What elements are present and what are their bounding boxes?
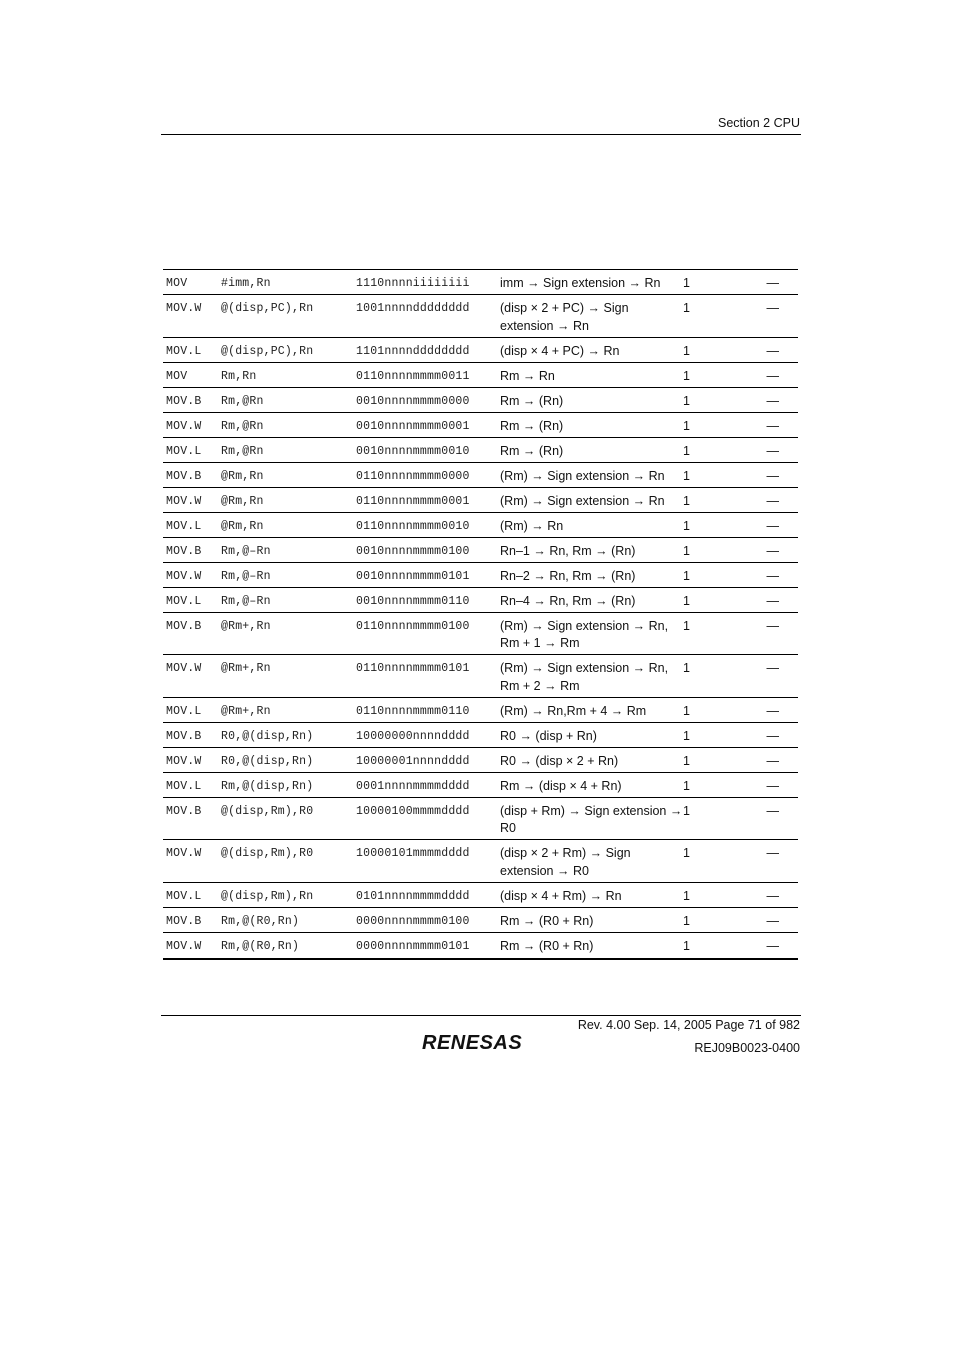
table-row bbox=[163, 438, 798, 463]
cycles-cell: 1 bbox=[683, 618, 690, 633]
operation-cell: Rn–1 → Rn, Rm → (Rn) bbox=[500, 543, 636, 558]
mnemonic-cell: MOV.B bbox=[166, 544, 202, 558]
table-row bbox=[163, 613, 798, 656]
operands-cell: Rm,@–Rn bbox=[221, 569, 271, 583]
code-cell: 0001nnnnmmmmdddd bbox=[356, 779, 470, 793]
table-row bbox=[163, 363, 798, 388]
operands-cell: @Rm+,Rn bbox=[221, 704, 271, 718]
operation-cell: Rm → (R0 + Rn) bbox=[500, 938, 594, 953]
mnemonic-cell: MOV.L bbox=[166, 779, 202, 793]
table-row bbox=[163, 488, 798, 513]
cycles-cell: 1 bbox=[683, 753, 690, 768]
code-cell: 1001nnnndddddddd bbox=[356, 302, 470, 315]
operation-cell: Rm → (Rn) bbox=[500, 393, 564, 408]
code-cell: 0110nnnnmmmm0010 bbox=[356, 519, 470, 533]
tbit-cell: — bbox=[766, 493, 779, 508]
renesas-logo bbox=[420, 1030, 544, 1054]
operands-cell: @Rm,Rn bbox=[221, 469, 264, 483]
operation-cell: (disp × 2 + Rm) → Sign extension → R0 bbox=[500, 846, 631, 878]
operands-cell: Rm,@(R0,Rn) bbox=[221, 914, 300, 928]
operands-cell: Rm,@Rn bbox=[221, 419, 264, 433]
code-cell: 0110nnnnmmmm0000 bbox=[356, 469, 470, 483]
code-cell: 10000101mmmmdddd bbox=[356, 847, 470, 860]
code-cell: 0010nnnnmmmm0000 bbox=[356, 394, 470, 408]
operation-cell: R0 → (disp + Rn) bbox=[500, 728, 597, 743]
operation-cell: (disp × 4 + Rm) → Rn bbox=[500, 888, 622, 903]
table-row bbox=[163, 773, 798, 798]
cycles-cell: 1 bbox=[683, 913, 690, 928]
operation-cell: Rn–2 → Rn, Rm → (Rn) bbox=[500, 568, 636, 583]
table-row bbox=[163, 588, 798, 613]
table-row bbox=[163, 908, 798, 933]
operands-cell: @Rm,Rn bbox=[221, 494, 264, 508]
table-row bbox=[163, 295, 798, 338]
tbit-cell: — bbox=[766, 913, 779, 928]
operation-cell: (disp × 4 + PC) → Rn bbox=[500, 343, 620, 358]
table-row bbox=[163, 513, 798, 538]
tbit-cell: — bbox=[766, 443, 779, 458]
code-cell: 1101nnnndddddddd bbox=[356, 344, 470, 358]
operands-cell: @(disp,Rm),Rn bbox=[221, 889, 314, 903]
operands-cell: Rm,@Rn bbox=[221, 394, 264, 408]
tbit-cell: — bbox=[766, 418, 779, 433]
operation-cell: (Rm) → Sign extension → Rn, Rm + 2 → Rm bbox=[500, 661, 669, 693]
operands-cell: Rm,@–Rn bbox=[221, 594, 271, 608]
mnemonic-cell: MOV.W bbox=[166, 754, 202, 768]
operation-cell: (Rm) → Sign extension → Rn bbox=[500, 493, 665, 508]
operands-cell: Rm,Rn bbox=[221, 369, 257, 383]
code-cell: 0010nnnnmmmm0010 bbox=[356, 444, 470, 458]
mnemonic-cell: MOV.L bbox=[166, 889, 202, 903]
cycles-cell: 1 bbox=[683, 343, 690, 358]
mnemonic-cell: MOV.B bbox=[166, 394, 202, 408]
table-row bbox=[163, 388, 798, 413]
mnemonic-cell: MOV.B bbox=[166, 804, 202, 818]
mnemonic-cell: MOV.L bbox=[166, 519, 202, 533]
mnemonic-cell: MOV.W bbox=[166, 494, 202, 508]
tbit-cell: — bbox=[766, 368, 779, 383]
mnemonic-cell: MOV.B bbox=[166, 469, 202, 483]
mnemonic-cell: MOV.L bbox=[166, 344, 202, 358]
operands-cell: Rm,@Rn bbox=[221, 444, 264, 458]
code-cell: 0101nnnnmmmmdddd bbox=[356, 889, 470, 903]
cycles-cell: 1 bbox=[683, 443, 690, 458]
tbit-cell: — bbox=[766, 703, 779, 718]
document-number: REJ09B0023-0400 bbox=[694, 1041, 800, 1055]
table-row bbox=[163, 413, 798, 438]
operands-cell: #imm,Rn bbox=[221, 277, 271, 290]
mnemonic-cell: MOV.L bbox=[166, 594, 202, 608]
operands-cell: @Rm,Rn bbox=[221, 519, 264, 533]
cycles-cell: 1 bbox=[683, 661, 690, 675]
operation-cell: Rn–4 → Rn, Rm → (Rn) bbox=[500, 593, 636, 608]
tbit-cell: — bbox=[766, 888, 779, 903]
operation-cell: (Rm) → Rn bbox=[500, 518, 564, 533]
operation-cell: Rm → (Rn) bbox=[500, 443, 564, 458]
tbit-cell: — bbox=[766, 593, 779, 608]
section-header: Section 2 CPU bbox=[718, 116, 800, 130]
mnemonic-cell: MOV.W bbox=[166, 302, 202, 315]
logo-text: RENESAS bbox=[422, 1032, 523, 1054]
mnemonic-cell: MOV.W bbox=[166, 419, 202, 433]
cycles-cell: 1 bbox=[683, 276, 690, 290]
cycles-cell: 1 bbox=[683, 703, 690, 718]
table-row bbox=[163, 698, 798, 723]
mnemonic-cell: MOV bbox=[166, 369, 188, 383]
mnemonic-cell: MOV.B bbox=[166, 619, 202, 633]
operands-cell: @(disp,PC),Rn bbox=[221, 344, 314, 358]
cycles-cell: 1 bbox=[683, 593, 690, 608]
tbit-cell: — bbox=[766, 753, 779, 768]
operation-cell: imm → Sign extension → Rn bbox=[500, 276, 661, 290]
mnemonic-cell: MOV bbox=[166, 277, 188, 290]
code-cell: 0110nnnnmmmm0001 bbox=[356, 494, 470, 508]
code-cell: 0000nnnnmmmm0101 bbox=[356, 939, 470, 953]
cycles-cell: 1 bbox=[683, 418, 690, 433]
operation-cell: Rm → (Rn) bbox=[500, 418, 564, 433]
code-cell: 0110nnnnmmmm0101 bbox=[356, 662, 470, 675]
operands-cell: @Rm+,Rn bbox=[221, 662, 271, 675]
cycles-cell: 1 bbox=[683, 803, 690, 818]
cycles-cell: 1 bbox=[683, 468, 690, 483]
operation-cell: (disp + Rm) → Sign extension → R0 bbox=[500, 803, 683, 835]
table-row bbox=[163, 655, 798, 698]
cycles-cell: 1 bbox=[683, 301, 690, 315]
operands-cell: @Rm+,Rn bbox=[221, 619, 271, 633]
operation-cell: Rm → (R0 + Rn) bbox=[500, 913, 594, 928]
mnemonic-cell: MOV.L bbox=[166, 704, 202, 718]
tbit-cell: — bbox=[766, 568, 779, 583]
operation-cell: Rm → Rn bbox=[500, 368, 555, 383]
tbit-cell: — bbox=[766, 778, 779, 793]
cycles-cell: 1 bbox=[683, 938, 690, 953]
header-divider bbox=[161, 134, 801, 135]
operation-cell: (Rm) → Sign extension → Rn, Rm + 1 → Rm bbox=[500, 618, 669, 650]
tbit-cell: — bbox=[766, 661, 779, 675]
tbit-cell: — bbox=[766, 543, 779, 558]
code-cell: 0110nnnnmmmm0110 bbox=[356, 704, 470, 718]
cycles-cell: 1 bbox=[683, 368, 690, 383]
operation-cell: (disp × 2 + PC) → Sign extension → Rn bbox=[500, 301, 629, 333]
cycles-cell: 1 bbox=[683, 518, 690, 533]
cycles-cell: 1 bbox=[683, 846, 690, 860]
code-cell: 0110nnnnmmmm0100 bbox=[356, 619, 470, 633]
operands-cell: Rm,@–Rn bbox=[221, 544, 271, 558]
mnemonic-cell: MOV.W bbox=[166, 662, 202, 675]
tbit-cell: — bbox=[766, 618, 779, 633]
tbit-cell: — bbox=[766, 276, 779, 290]
code-cell: 0010nnnnmmmm0100 bbox=[356, 544, 470, 558]
operation-cell: R0 → (disp × 2 + Rn) bbox=[500, 753, 619, 768]
cycles-cell: 1 bbox=[683, 888, 690, 903]
tbit-cell: — bbox=[766, 803, 779, 818]
instruction-table bbox=[163, 269, 798, 960]
operands-cell: Rm,@(disp,Rn) bbox=[221, 779, 314, 793]
tbit-cell: — bbox=[766, 846, 779, 860]
mnemonic-cell: MOV.B bbox=[166, 729, 202, 743]
footer-divider bbox=[161, 1015, 801, 1016]
code-cell: 0110nnnnmmmm0011 bbox=[356, 369, 470, 383]
tbit-cell: — bbox=[766, 343, 779, 358]
mnemonic-cell: MOV.B bbox=[166, 914, 202, 928]
table-row bbox=[163, 748, 798, 773]
operands-cell: @(disp,PC),Rn bbox=[221, 302, 314, 315]
code-cell: 0010nnnnmmmm0110 bbox=[356, 594, 470, 608]
operands-cell: @(disp,Rm),R0 bbox=[221, 847, 314, 860]
revision-info: Rev. 4.00 Sep. 14, 2005 Page 71 of 982 bbox=[577, 1018, 800, 1032]
operation-cell: (Rm) → Sign extension → Rn bbox=[500, 468, 665, 483]
table-row bbox=[163, 563, 798, 588]
table-row bbox=[163, 338, 798, 363]
tbit-cell: — bbox=[766, 728, 779, 743]
code-cell: 1110nnnniiiiiiii bbox=[356, 277, 470, 290]
mnemonic-cell: MOV.W bbox=[166, 569, 202, 583]
code-cell: 10000100mmmmdddd bbox=[356, 804, 470, 818]
operation-cell: (Rm) → Rn,Rm + 4 → Rm bbox=[500, 703, 647, 718]
tbit-cell: — bbox=[766, 468, 779, 483]
cycles-cell: 1 bbox=[683, 568, 690, 583]
mnemonic-cell: MOV.W bbox=[166, 939, 202, 953]
cycles-cell: 1 bbox=[683, 393, 690, 408]
table-row bbox=[163, 463, 798, 488]
table-row bbox=[163, 883, 798, 908]
code-cell: 0010nnnnmmmm0101 bbox=[356, 569, 470, 583]
operation-cell: Rm → (disp × 4 + Rn) bbox=[500, 778, 622, 793]
operands-cell: @(disp,Rm),R0 bbox=[221, 804, 314, 818]
operands-cell: Rm,@(R0,Rn) bbox=[221, 939, 300, 953]
code-cell: 10000001nnnndddd bbox=[356, 754, 470, 768]
operands-cell: R0,@(disp,Rn) bbox=[221, 729, 314, 743]
code-cell: 0010nnnnmmmm0001 bbox=[356, 419, 470, 433]
cycles-cell: 1 bbox=[683, 493, 690, 508]
code-cell: 0000nnnnmmmm0100 bbox=[356, 914, 470, 928]
table-row bbox=[163, 723, 798, 748]
table-row bbox=[163, 270, 798, 295]
tbit-cell: — bbox=[766, 938, 779, 953]
table-row bbox=[163, 538, 798, 563]
cycles-cell: 1 bbox=[683, 778, 690, 793]
tbit-cell: — bbox=[766, 393, 779, 408]
mnemonic-cell: MOV.W bbox=[166, 847, 202, 860]
operands-cell: R0,@(disp,Rn) bbox=[221, 754, 314, 768]
tbit-cell: — bbox=[766, 518, 779, 533]
cycles-cell: 1 bbox=[683, 728, 690, 743]
cycles-cell: 1 bbox=[683, 543, 690, 558]
table-row bbox=[163, 798, 798, 841]
table-row bbox=[163, 840, 798, 883]
mnemonic-cell: MOV.L bbox=[166, 444, 202, 458]
code-cell: 10000000nnnndddd bbox=[356, 729, 470, 743]
table-row bbox=[163, 933, 798, 958]
tbit-cell: — bbox=[766, 301, 779, 315]
